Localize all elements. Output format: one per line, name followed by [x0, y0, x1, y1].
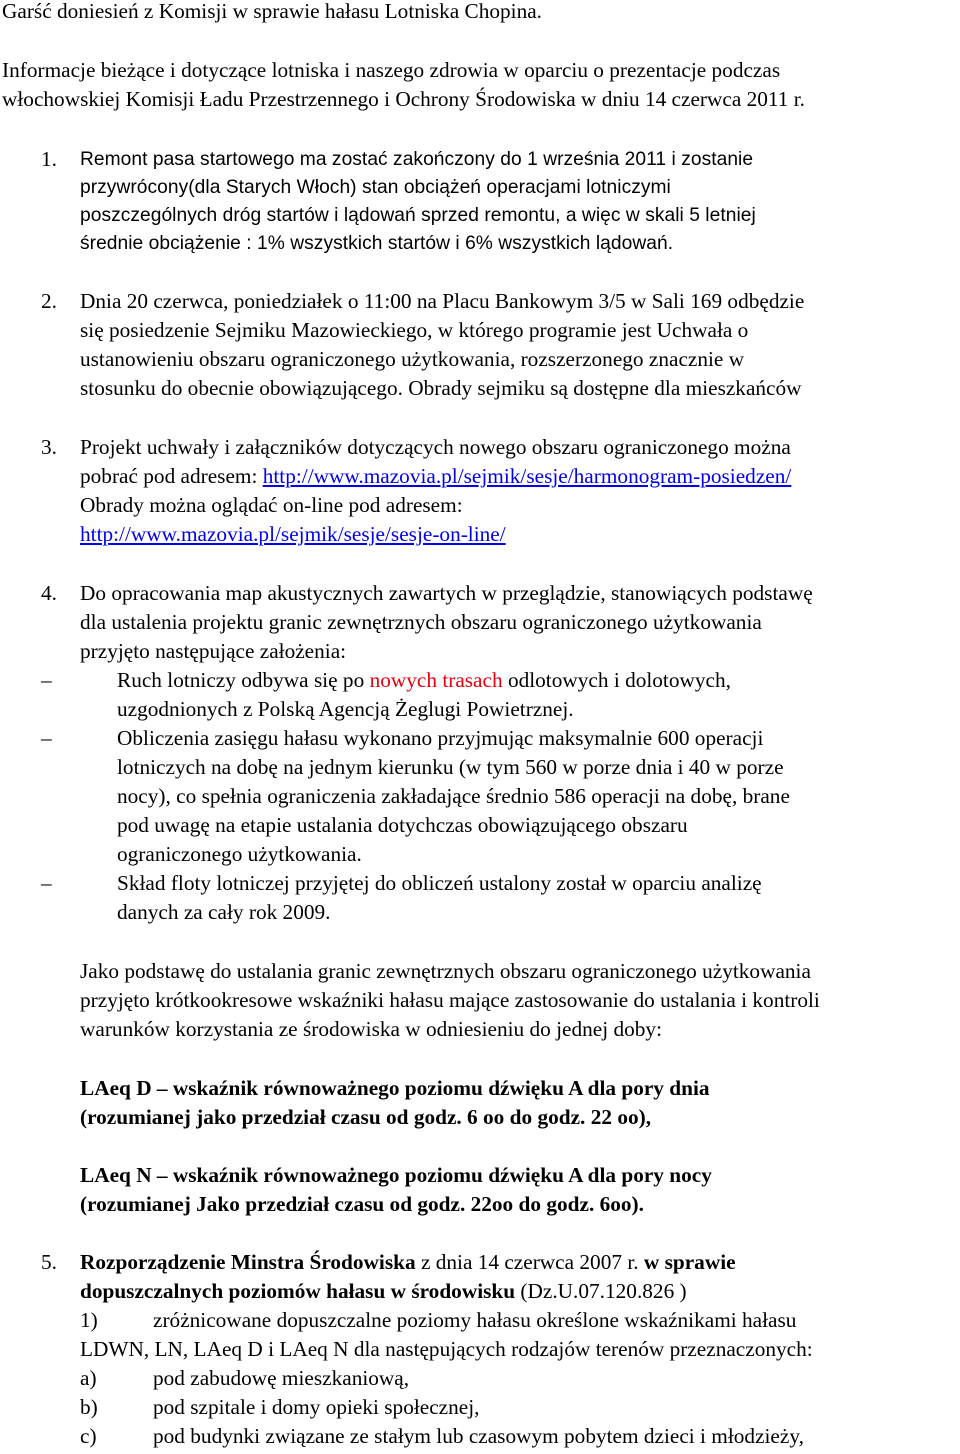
sub-item-1-line-2: LDWN, LN, LAeq D i LAeq N dla następujących rodzajów terenów przeznaczonych:	[80, 1337, 813, 1361]
letter-c-text: pod budynki związane ze stałym lub czasowym pobytem dzieci i młodzieży,	[153, 1424, 804, 1448]
item-1-line-1: Remont pasa startowego ma zostać zakończony do 1 września 2011 i zostanie	[80, 149, 754, 170]
basis-line-1: Jako podstawę do ustalania granic zewnętrznych obszaru ograniczonego użytkowania	[80, 959, 811, 983]
regulation-title: Rozporządzenie Minstra Środowiska	[80, 1250, 416, 1274]
laeq-d-line-2: (rozumianej jako przedział czasu od godz. 6 oo do godz. 22 oo),	[80, 1105, 652, 1129]
bullet-1-pre: Ruch lotniczy odbywa się po	[117, 668, 370, 692]
item-4-line-1: Do opracowania map akustycznych zawartych w przeglądzie, stanowiących podstawę	[80, 581, 813, 605]
bullet-2-line-1: Obliczenia zasięgu hałasu wykonano przyjmując maksymalnie 600 operacji	[117, 726, 764, 750]
document-title: Garść doniesień z Komisji w sprawie hałasu Lotniska Chopina.	[2, 0, 543, 23]
item-2-line-4: stosunku do obecnie obowiązującego. Obrady sejmiku są dostępne dla mieszkańców	[80, 376, 802, 400]
bullet-2-line-2: lotniczych na dobę na jednym kierunku (w tym 560 w porze dnia i 40 w porze	[117, 755, 784, 779]
bullet-2-line-3: nocy), co spełnia ograniczenia zakładające średnio 586 operacji na dobę, brane	[117, 784, 790, 808]
regulation-subject-start: w sprawie	[643, 1250, 736, 1274]
bullet-1-line-2: uzgodnionych z Polską Agencją Żeglugi Powietrznej.	[117, 697, 574, 721]
bullet-dash: –	[41, 871, 52, 895]
letter-b-label: b)	[80, 1395, 98, 1419]
bullet-3-line-2: danych za cały rok 2009.	[117, 900, 331, 924]
item-2-number: 2.	[41, 289, 57, 313]
bullet-2-line-4: pod uwagę na etapie ustalania dotychczas obowiązującego obszaru	[117, 813, 688, 837]
basis-line-2: przyjęto krótkookresowe wskaźniki hałasu mające zastosowanie do ustalania i kontroli	[80, 988, 820, 1012]
item-3-line-2-prefix: pobrać pod adresem:	[80, 464, 263, 488]
item-1-number: 1.	[41, 147, 57, 171]
item-3-line-4	[80, 520, 506, 549]
bullet-3-line-1: Skład floty lotniczej przyjętej do obliczeń ustalony został w oparciu analizę	[117, 871, 762, 895]
item-5-number: 5.	[41, 1250, 57, 1274]
regulation-reference: (Dz.U.07.120.826 )	[515, 1279, 687, 1303]
bullet-dash: –	[41, 726, 52, 750]
item-2-line-2: się posiedzenie Sejmiku Mazowieckiego, w którego programie jest Uchwała o	[80, 318, 749, 342]
bullet-dash: –	[41, 668, 52, 692]
item-3-line-2	[80, 462, 791, 491]
bullet-1-post: odlotowych i dolotowych,	[502, 668, 731, 692]
basis-line-3: warunków korzystania ze środowiska w odniesieniu do jednej doby:	[80, 1017, 662, 1041]
sub-item-1-line-1: zróżnicowane dopuszczalne poziomy hałasu określone wskaźnikami hałasu	[153, 1308, 797, 1332]
item-3-number: 3.	[41, 435, 57, 459]
item-2-line-1: Dnia 20 czerwca, poniedziałek o 11:00 na Placu Bankowym 3/5 w Sali 169 odbędzie	[80, 289, 805, 313]
item-5-line-2	[80, 1277, 687, 1306]
letter-c-label: c)	[80, 1424, 97, 1448]
bullet-1-line-1	[117, 666, 731, 695]
bullet-2-line-5: ograniczonego użytkowania.	[117, 842, 362, 866]
item-1-line-4: średnie obciążenie : 1% wszystkich startów i 6% wszystkich lądowań.	[80, 233, 674, 254]
item-4-number: 4.	[41, 581, 57, 605]
item-3-line-1: Projekt uchwały i załączników dotyczących nowego obszaru ograniczonego można	[80, 435, 791, 459]
harmonogram-link[interactable]: http://www.mazovia.pl/sejmik/sesje/harmonogram-posiedzen/	[262, 464, 792, 488]
letter-a-label: a)	[80, 1366, 97, 1390]
regulation-date: z dnia 14 czerwca 2007 r.	[415, 1250, 644, 1274]
bullet-1-highlight: nowych trasach	[369, 668, 503, 692]
sesje-online-link[interactable]: http://www.mazovia.pl/sejmik/sesje/sesje-on-line/	[80, 522, 506, 546]
letter-b-text: pod szpitale i domy opieki społecznej,	[153, 1395, 480, 1419]
item-4-line-3: przyjęto następujące założenia:	[80, 639, 347, 663]
item-3-line-3: Obrady można oglądać on-line pod adresem:	[80, 493, 463, 517]
item-1-line-2: przywrócony(dla Starych Włoch) stan obciążeń operacjami lotniczymi	[80, 177, 671, 198]
regulation-subject: dopuszczalnych poziomów hałasu w środowisku	[80, 1279, 516, 1303]
intro-line-1: Informacje bieżące i dotyczące lotniska i naszego zdrowia w oparciu o prezentacje podczas	[2, 58, 781, 82]
item-4-line-2: dla ustalenia projektu granic zewnętrznych obszaru ograniczonego użytkowania	[80, 610, 762, 634]
item-5-line-1	[80, 1248, 736, 1277]
item-2-line-3: ustanowieniu obszaru ograniczonego użytkowania, rozszerzonego znacznie w	[80, 347, 745, 371]
intro-line-2: włochowskiej Komisji Ładu Przestrzennego i Ochrony Środowiska w dniu 14 czerwca 2011 r.	[2, 87, 805, 111]
laeq-n-line-2: (rozumianej Jako przedział czasu od godz. 22oo do godz. 6oo).	[80, 1192, 644, 1216]
laeq-d-line-1: LAeq D – wskaźnik równoważnego poziomu dźwięku A dla pory dnia	[80, 1076, 710, 1100]
sub-item-1-number: 1)	[80, 1308, 98, 1332]
letter-a-text: pod zabudowę mieszkaniową,	[153, 1366, 410, 1390]
item-1-line-3: poszczególnych dróg startów i lądowań sprzed remontu, a więc w skali 5 letniej	[80, 205, 756, 226]
laeq-n-line-1: LAeq N – wskaźnik równoważnego poziomu dźwięku A dla pory nocy	[80, 1163, 712, 1187]
